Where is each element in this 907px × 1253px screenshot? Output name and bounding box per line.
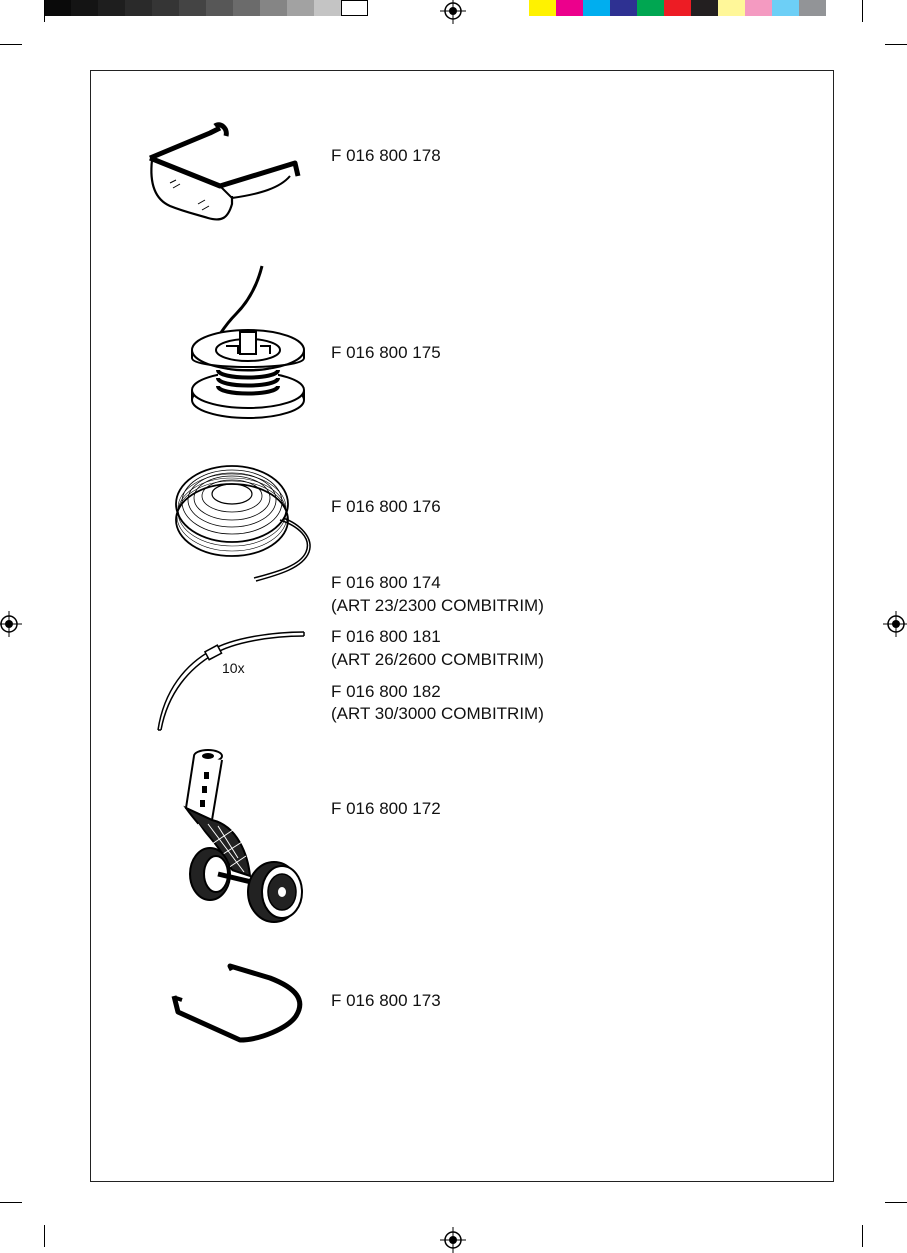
item-model: (ART 23/2300 COMBITRIM) [331,596,544,615]
gray-swatch [44,0,71,16]
item-model: (ART 30/3000 COMBITRIM) [331,704,544,723]
gray-swatch [287,0,314,16]
color-swatch [799,0,826,16]
gray-swatch [260,0,287,16]
item-code: F 016 800 175 [331,343,441,362]
color-swatch [772,0,799,16]
gray-swatch [152,0,179,16]
edge-guide-wheel-icon [178,746,308,926]
registration-mark-left [0,611,22,637]
gray-swatch [125,0,152,16]
color-swatch [745,0,772,16]
color-swatch [610,0,637,16]
plant-guard-icon [170,964,304,1044]
safety-glasses-icon [140,118,310,233]
quantity-label: 10x [222,660,245,676]
color-swatch [664,0,691,16]
registration-mark-bottom [440,1227,466,1253]
item-code: F 016 800 181 [331,627,441,646]
gray-swatch [179,0,206,16]
item-code: F 016 800 172 [331,799,441,818]
gray-swatch [206,0,233,16]
item-code: F 016 800 174 [331,573,441,592]
registration-mark-top [440,0,466,24]
color-swatch [718,0,745,16]
color-swatch [529,0,556,16]
grayscale-bar [44,0,368,16]
gray-swatch [233,0,260,16]
color-bar [529,0,826,16]
color-swatch [691,0,718,16]
gray-swatch [314,0,341,16]
item-code: F 016 800 182 [331,682,441,701]
gray-swatch [98,0,125,16]
registration-mark-right [883,611,907,637]
item-code: F 016 800 178 [331,146,441,165]
cutting-line-icon [152,628,308,734]
gray-swatch [71,0,98,16]
color-swatch [583,0,610,16]
gray-swatch [341,0,368,16]
color-swatch [637,0,664,16]
item-model: (ART 26/2600 COMBITRIM) [331,650,544,669]
line-coil-icon [172,462,310,584]
item-code: F 016 800 176 [331,497,441,516]
item-code: F 016 800 173 [331,991,441,1010]
line-spool-icon [190,262,310,424]
color-swatch [556,0,583,16]
